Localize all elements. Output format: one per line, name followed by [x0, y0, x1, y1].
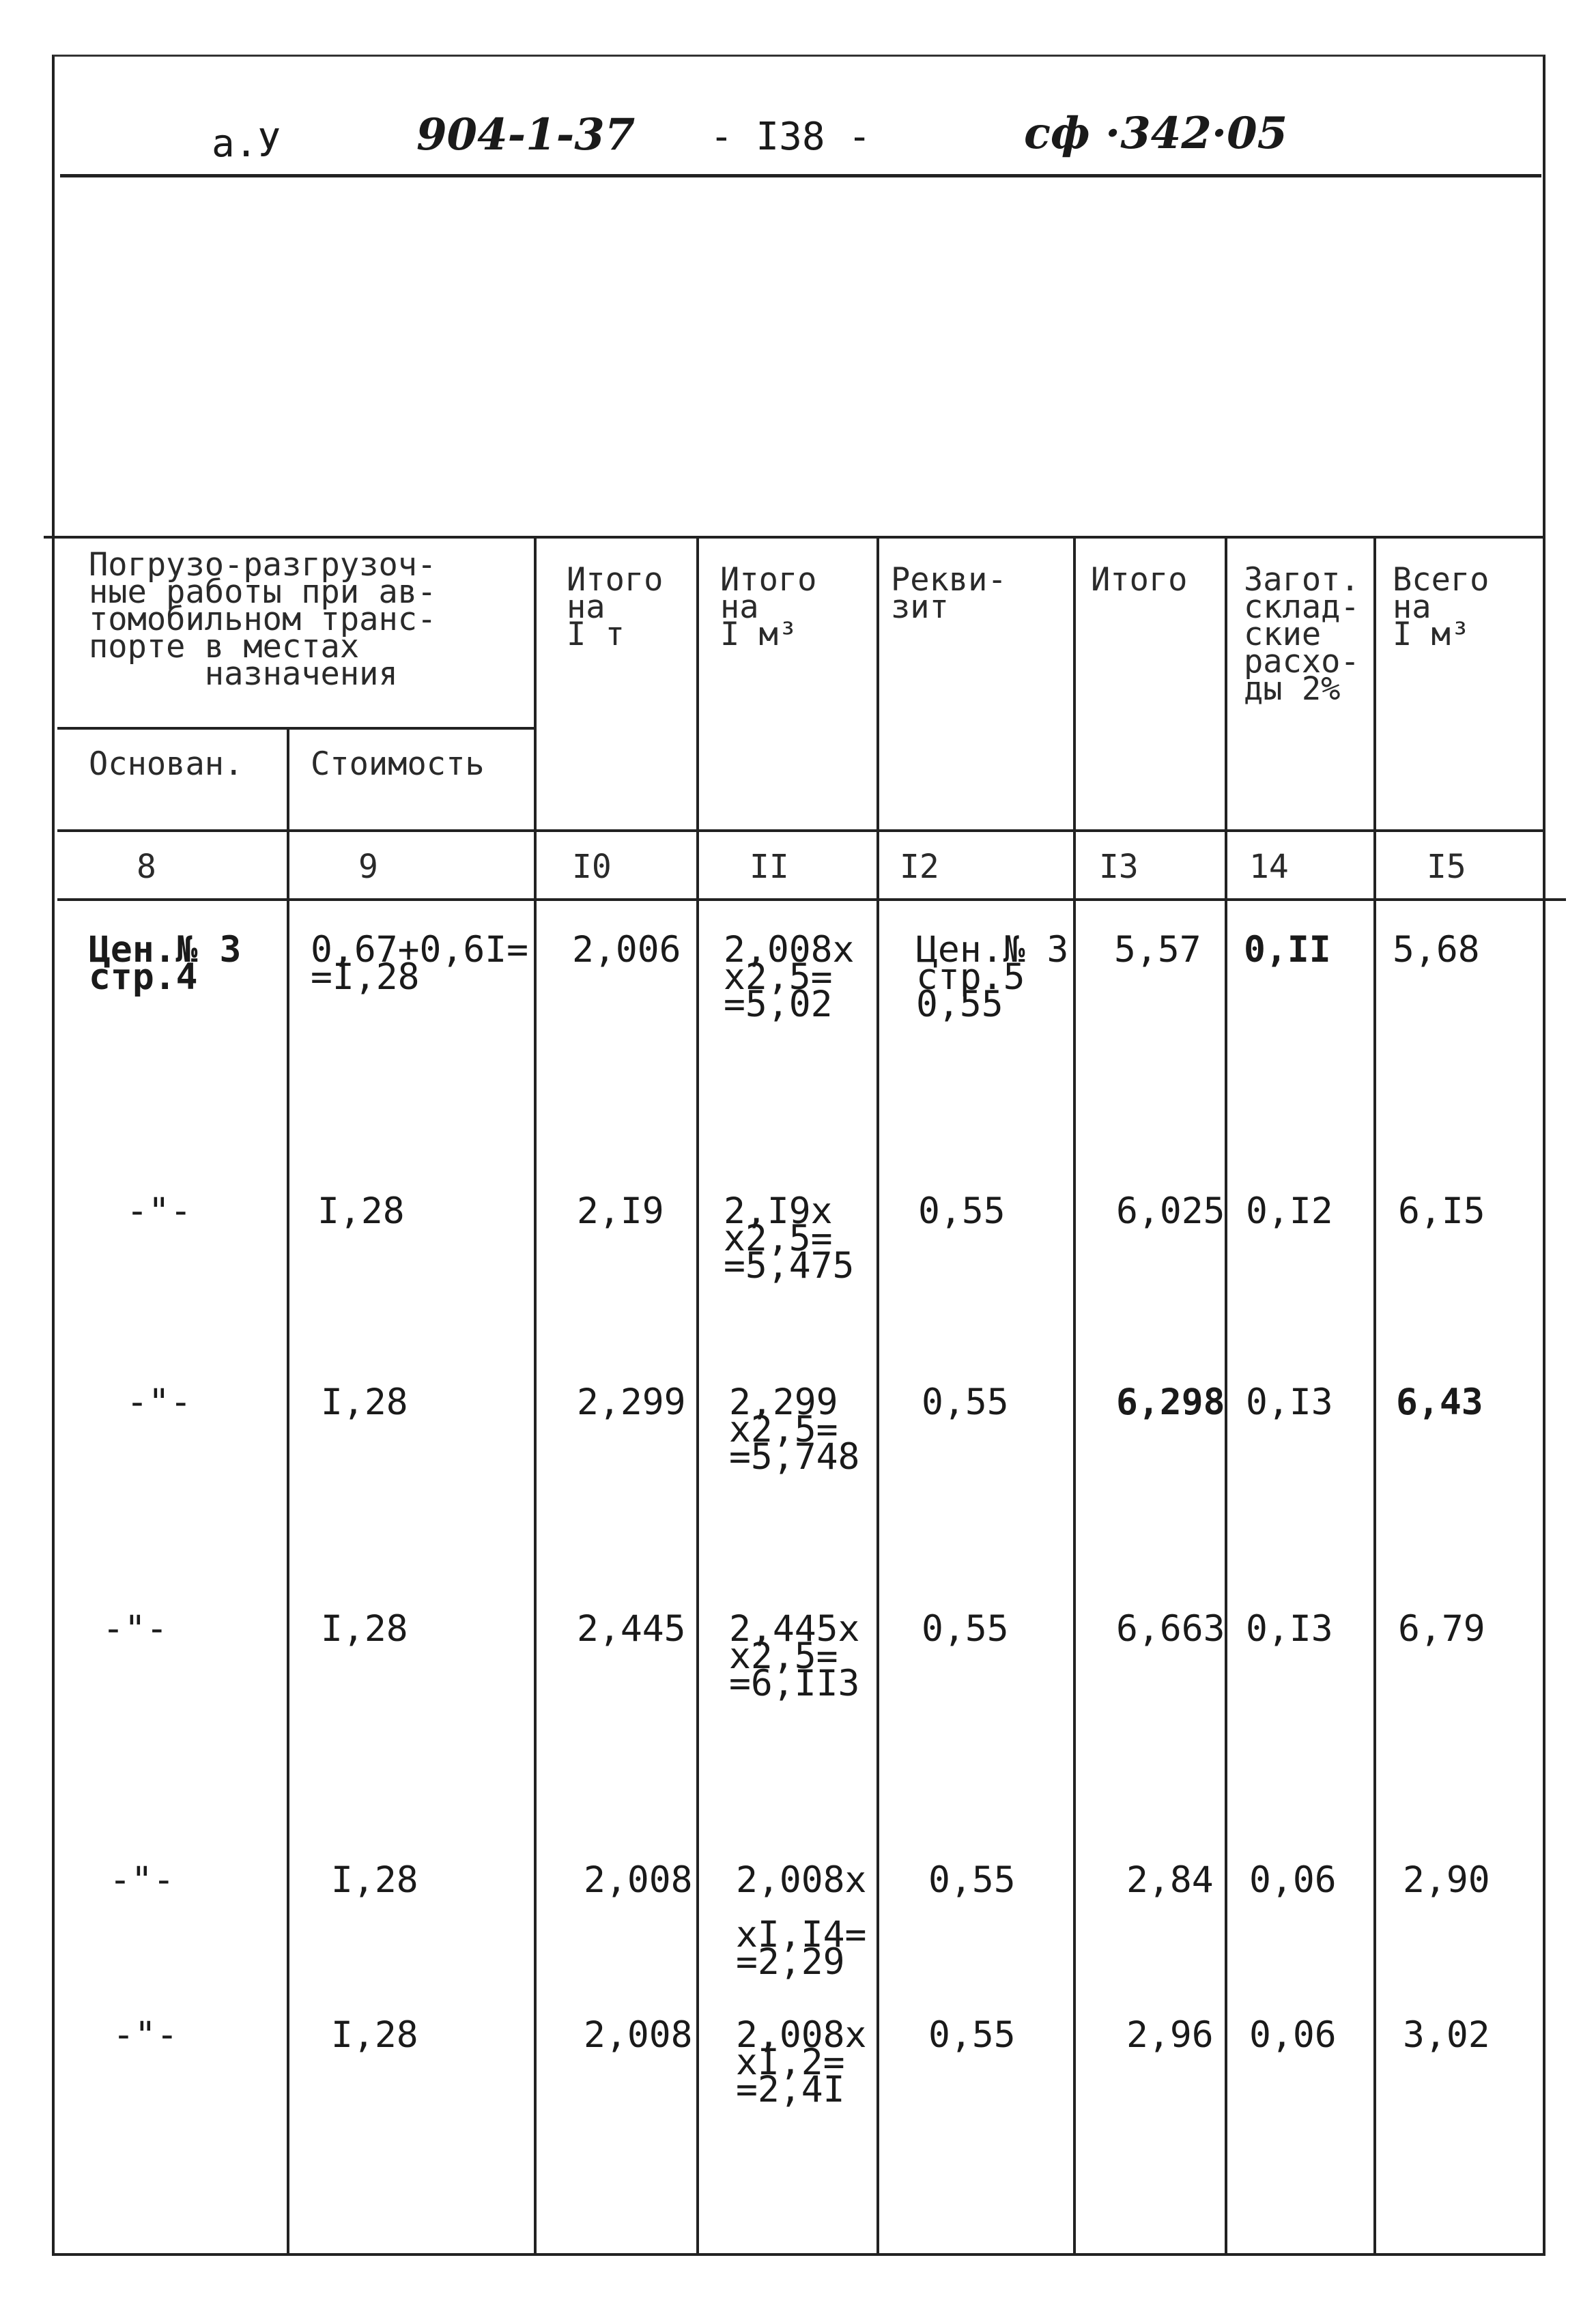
row4-per-m3: 2,445х х2,5= =6,II3 [729, 1608, 860, 1704]
page-number: - I38 - [710, 115, 872, 159]
row3-per-t: 2,299 [577, 1381, 686, 1423]
row6-per-m3: 2,008х хI,2= =2,4I [736, 2014, 867, 2110]
row2-requisite: 0,55 [918, 1190, 1006, 1232]
row5-requisite: 0,55 [928, 1859, 1016, 1901]
col-header-12: Рекви- зит [891, 561, 1007, 626]
row2-storage: 0,I2 [1246, 1190, 1333, 1232]
row3-storage: 0,I3 [1246, 1381, 1333, 1423]
group-header-rule [57, 727, 535, 730]
col-header-15: Всего на I м³ [1393, 561, 1490, 653]
header-left-code: а.У [212, 121, 281, 166]
row1-cost: 0,67+0,6I= =I,28 [311, 929, 529, 998]
row5-all-total: 2,90 [1403, 1859, 1490, 1901]
row5-cost: I,28 [331, 1859, 418, 1901]
row4-per-t: 2,445 [577, 1608, 686, 1650]
row3-cost: I,28 [321, 1381, 408, 1423]
row4-storage: 0,I3 [1246, 1608, 1333, 1650]
col-number-8: 8 [137, 848, 156, 886]
col-header-11: Итого на I м³ [720, 561, 817, 653]
sub-header-cost: Стоимость [311, 745, 485, 783]
row3-total: 6,298 [1116, 1381, 1225, 1423]
col-divider-12-13 [1073, 536, 1076, 2256]
row2-basis: -"- [126, 1190, 192, 1232]
col-divider-8-9 [287, 727, 289, 2256]
column-number-rule [57, 898, 1566, 901]
row5-per-t: 2,008 [584, 1859, 693, 1901]
row4-basis: -"- [102, 1608, 168, 1650]
col-divider-13-14 [1225, 536, 1227, 2256]
row6-per-t: 2,008 [584, 2014, 693, 2056]
row4-requisite: 0,55 [922, 1608, 1009, 1650]
row6-all-total: 3,02 [1403, 2014, 1490, 2056]
row6-storage: 0,06 [1249, 2014, 1337, 2056]
row4-all-total: 6,79 [1398, 1608, 1485, 1650]
row4-cost: I,28 [321, 1608, 408, 1650]
col-divider-14-15 [1373, 536, 1376, 2256]
col-number-15: I5 [1427, 848, 1466, 886]
row3-basis: -"- [126, 1381, 192, 1423]
row1-storage: 0,II [1244, 929, 1331, 971]
row5-total: 2,84 [1126, 1859, 1214, 1901]
col-header-10: Итого на I т [567, 561, 664, 653]
col-header-14: Загот. склад- ские расхо- ды 2% [1244, 561, 1360, 708]
row5-per-m3: 2,008х хI,I4= =2,29 [736, 1859, 867, 1983]
row1-per-m3: 2,008х х2,5= =5,02 [724, 929, 855, 1025]
row1-per-t: 2,006 [572, 929, 681, 971]
col-number-12: I2 [900, 848, 939, 886]
row2-total: 6,025 [1116, 1190, 1225, 1232]
group-header-loading-unloading: Погрузо-разгрузоч- ные работы при ав- томобильном транс- порте в местах назначения [89, 546, 437, 693]
row1-requisite: Цен.№ 3 стр.5 0,55 [916, 929, 1069, 1025]
col-number-9: 9 [358, 848, 378, 886]
header-rule [60, 174, 1541, 177]
sheet-code: сф ·342·05 [1024, 108, 1288, 159]
row2-per-t: 2,I9 [577, 1190, 664, 1232]
row1-total: 5,57 [1114, 929, 1201, 971]
row5-basis: -"- [109, 1859, 175, 1901]
row2-all-total: 6,I5 [1398, 1190, 1485, 1232]
col-number-10: I0 [572, 848, 612, 886]
row2-per-m3: 2,I9х х2,5= =5,475 [724, 1190, 855, 1287]
col-divider-10-11 [696, 536, 699, 2256]
col-divider-9-10 [534, 536, 537, 2256]
row5-storage: 0,06 [1249, 1859, 1337, 1901]
row6-cost: I,28 [331, 2014, 418, 2056]
col-number-11: II [750, 848, 789, 886]
project-number: 904-1-37 [416, 109, 636, 160]
row6-basis: -"- [113, 2014, 178, 2056]
row6-total: 2,96 [1126, 2014, 1214, 2056]
row3-per-m3: 2,299 х2,5= =5,748 [729, 1381, 860, 1478]
sub-header-basis: Основан. [89, 745, 244, 783]
row3-requisite: 0,55 [922, 1381, 1009, 1423]
table-top-rule [44, 536, 1545, 539]
col-number-13: I3 [1099, 848, 1139, 886]
row1-basis: Цен.№ 3 стр.4 [89, 929, 242, 998]
row6-requisite: 0,55 [928, 2014, 1016, 2056]
row1-all-total: 5,68 [1393, 929, 1480, 971]
header-bottom-rule [57, 829, 1545, 832]
col-divider-11-12 [877, 536, 879, 2256]
row3-all-total: 6,43 [1396, 1381, 1483, 1423]
col-number-14: 14 [1249, 848, 1289, 886]
row4-total: 6,663 [1116, 1608, 1225, 1650]
col-header-13: Итого [1091, 561, 1188, 599]
row2-cost: I,28 [317, 1190, 405, 1232]
